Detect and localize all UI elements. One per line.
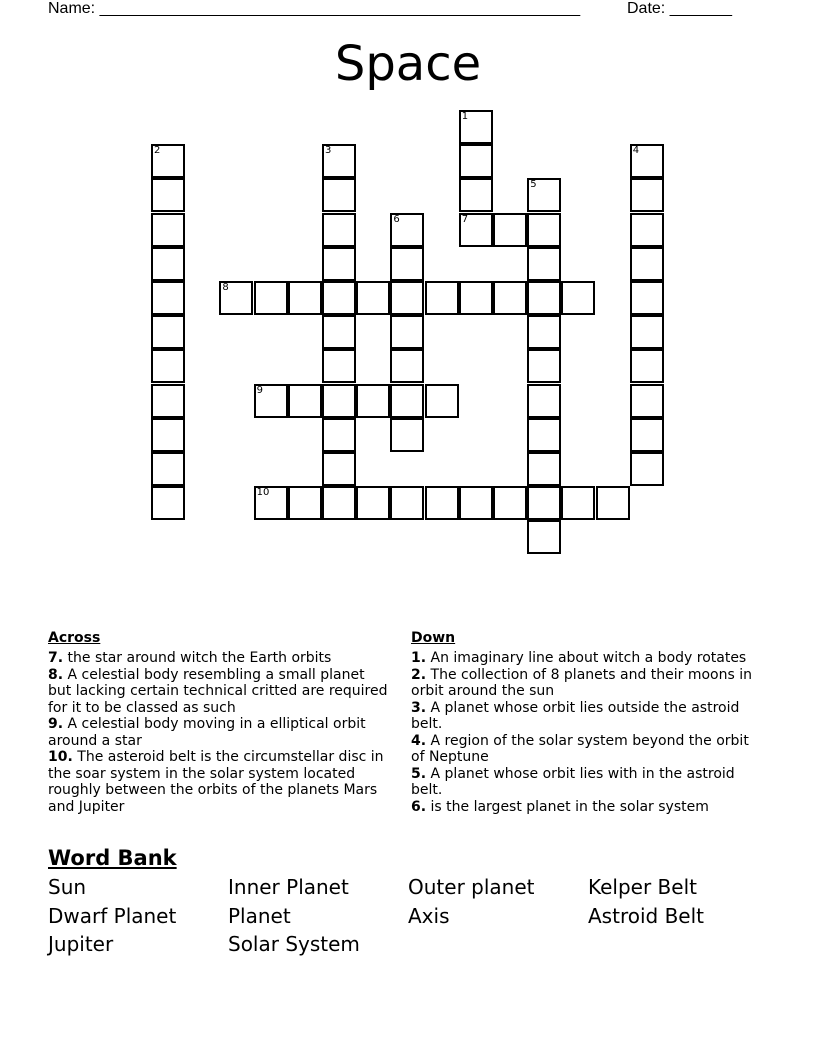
grid-cell[interactable] <box>322 247 356 281</box>
date-field[interactable]: Date: _______ <box>627 0 732 17</box>
clue-number: 1 <box>461 111 469 122</box>
grid-cell[interactable] <box>322 213 356 247</box>
grid-cell[interactable] <box>459 213 493 247</box>
page-title: Space <box>334 36 482 92</box>
name-field[interactable]: Name: ______________________________________________________ <box>48 0 581 17</box>
down-clue <box>411 700 761 733</box>
grid-cell[interactable] <box>390 213 424 247</box>
grid-cell[interactable] <box>151 247 185 281</box>
clue-number: 7 <box>461 213 469 225</box>
word-bank <box>48 873 768 959</box>
down-clue <box>411 766 761 799</box>
word-bank-item: Inner Planet <box>228 875 349 899</box>
grid-cell[interactable] <box>561 281 595 315</box>
grid-cell[interactable] <box>425 281 459 315</box>
grid-cell[interactable] <box>527 452 561 486</box>
word-bank-item: Axis <box>408 903 450 928</box>
grid-cell[interactable] <box>630 281 664 315</box>
grid-cell[interactable] <box>151 418 185 452</box>
clue-number: 5 <box>530 179 537 191</box>
grid-cell[interactable] <box>630 384 664 418</box>
grid-cell[interactable] <box>493 281 527 315</box>
clue-number: 4 <box>632 145 640 157</box>
grid-cell[interactable] <box>630 144 664 178</box>
across-heading: Across <box>48 630 101 646</box>
grid-cell[interactable] <box>151 281 185 315</box>
grid-cell[interactable] <box>459 281 493 315</box>
clue-number-label: 4. <box>411 732 427 749</box>
clue-number: 8 <box>222 282 229 293</box>
grid-cell[interactable] <box>322 178 356 212</box>
grid-cell[interactable] <box>459 486 493 520</box>
grid-cell[interactable] <box>322 315 356 349</box>
grid-cell[interactable] <box>425 384 459 418</box>
clue-number-label: 3. <box>411 699 427 716</box>
clue-text: The collection of 8 planets and their moons in orbit around the sun <box>411 666 753 699</box>
grid-cell[interactable] <box>596 486 630 520</box>
grid-cell[interactable] <box>322 486 356 520</box>
grid-cell[interactable] <box>322 452 356 486</box>
grid-cell[interactable] <box>527 315 561 349</box>
grid-cell[interactable] <box>527 520 561 554</box>
grid-cell[interactable] <box>527 418 561 452</box>
clue-number-label: 7. <box>48 650 64 666</box>
grid-cell[interactable] <box>151 178 185 212</box>
down-clues <box>411 630 761 815</box>
down-clue <box>411 733 761 766</box>
grid-cell[interactable] <box>493 486 527 520</box>
across-clue <box>48 749 388 815</box>
word-bank-item: Solar System <box>228 932 360 957</box>
down-clue <box>411 799 761 816</box>
grid-cell[interactable] <box>151 384 185 418</box>
grid-cell[interactable] <box>390 418 424 452</box>
grid-cell[interactable] <box>151 349 185 383</box>
grid-cell[interactable] <box>356 384 390 418</box>
word-bank-item: Sun <box>48 875 87 899</box>
grid-cell[interactable] <box>561 486 595 520</box>
across-clue <box>48 716 388 749</box>
grid-cell[interactable] <box>254 384 288 418</box>
clue-number-label: 10. <box>48 749 73 765</box>
grid-cell[interactable] <box>527 213 561 247</box>
grid-cell[interactable] <box>288 281 322 315</box>
clue-text: A planet whose orbit lies with in the astroid belt. <box>411 765 735 798</box>
grid-cell[interactable] <box>322 349 356 383</box>
grid-cell[interactable] <box>390 281 424 315</box>
grid-cell[interactable] <box>425 486 459 520</box>
grid-cell[interactable] <box>288 486 322 520</box>
clue-number: 9 <box>256 384 263 396</box>
grid-cell[interactable] <box>630 178 664 212</box>
grid-cell[interactable] <box>390 384 424 418</box>
grid-cell[interactable] <box>527 178 561 212</box>
clue-number-label: 9. <box>48 716 64 732</box>
grid-cell[interactable] <box>356 486 390 520</box>
grid-cell[interactable] <box>527 349 561 383</box>
grid-cell[interactable] <box>322 281 356 315</box>
grid-cell[interactable] <box>630 418 664 452</box>
across-clues <box>48 630 388 815</box>
grid-cell[interactable] <box>322 418 356 452</box>
grid-cell[interactable] <box>322 144 356 178</box>
clue-text: the star around witch the Earth orbits <box>63 650 332 666</box>
word-bank-title: Word Bank <box>48 846 177 870</box>
clue-number-label: 6. <box>411 798 427 815</box>
grid-cell[interactable] <box>527 247 561 281</box>
grid-cell[interactable] <box>390 486 424 520</box>
word-bank-item: Planet <box>228 903 291 928</box>
grid-cell[interactable] <box>390 247 424 281</box>
clue-text: A celestial body moving in a elliptical orbit around a star <box>48 716 366 749</box>
clue-number-label: 2. <box>411 666 427 683</box>
grid-cell[interactable] <box>151 144 185 178</box>
grid-cell[interactable] <box>151 315 185 349</box>
grid-cell[interactable] <box>390 315 424 349</box>
word-bank-item: Outer planet <box>408 875 535 899</box>
word-bank-item: Astroid Belt <box>588 903 704 928</box>
across-clue <box>48 667 388 717</box>
grid-cell[interactable] <box>630 315 664 349</box>
grid-cell[interactable] <box>151 486 185 520</box>
word-bank-item: Dwarf Planet <box>48 903 177 928</box>
clue-text: The asteroid belt is the circumstellar disc in the soar system in the solar system located roughly between the orbits of the planets Mars and Jupiter <box>48 749 384 815</box>
grid-cell[interactable] <box>630 247 664 281</box>
grid-cell[interactable] <box>527 384 561 418</box>
grid-cell[interactable] <box>630 349 664 383</box>
clue-number: 3 <box>325 145 332 157</box>
grid-cell[interactable] <box>322 384 356 418</box>
clue-number: 10 <box>256 487 270 499</box>
grid-cell[interactable] <box>288 384 322 418</box>
clue-number: 2 <box>154 145 161 157</box>
across-clue <box>48 650 388 667</box>
grid-cell[interactable] <box>630 213 664 247</box>
clue-text: A region of the solar system beyond the orbit of Neptune <box>411 732 749 765</box>
down-heading: Down <box>411 630 456 646</box>
grid-cell[interactable] <box>254 281 288 315</box>
grid-cell[interactable] <box>630 452 664 486</box>
grid-cell[interactable] <box>459 144 493 178</box>
down-clue <box>411 650 761 667</box>
clue-number: 6 <box>393 213 400 225</box>
word-bank-item: Kelper Belt <box>588 875 697 899</box>
grid-cell[interactable] <box>254 486 288 520</box>
grid-cell[interactable] <box>459 110 493 144</box>
grid-cell[interactable] <box>219 281 253 315</box>
clue-text: An imaginary line about witch a body rotates <box>426 650 747 666</box>
clue-text: A celestial body resembling a small planet but lacking certain technical critted are required for it to be classed as such <box>48 666 388 716</box>
grid-cell[interactable] <box>151 452 185 486</box>
grid-cell[interactable] <box>527 281 561 315</box>
grid-cell[interactable] <box>356 281 390 315</box>
word-bank-item: Jupiter <box>48 932 114 957</box>
clue-number-label: 1. <box>411 650 427 666</box>
clue-text: is the largest planet in the solar system <box>426 798 709 815</box>
grid-cell[interactable] <box>151 213 185 247</box>
clue-text: A planet whose orbit lies outside the astroid belt. <box>411 699 740 732</box>
grid-cell[interactable] <box>527 486 561 520</box>
down-clue <box>411 667 761 700</box>
grid-cell[interactable] <box>459 178 493 212</box>
grid-cell[interactable] <box>493 213 527 247</box>
grid-cell[interactable] <box>390 349 424 383</box>
clue-number-label: 5. <box>411 765 427 782</box>
clue-number-label: 8. <box>48 666 64 683</box>
